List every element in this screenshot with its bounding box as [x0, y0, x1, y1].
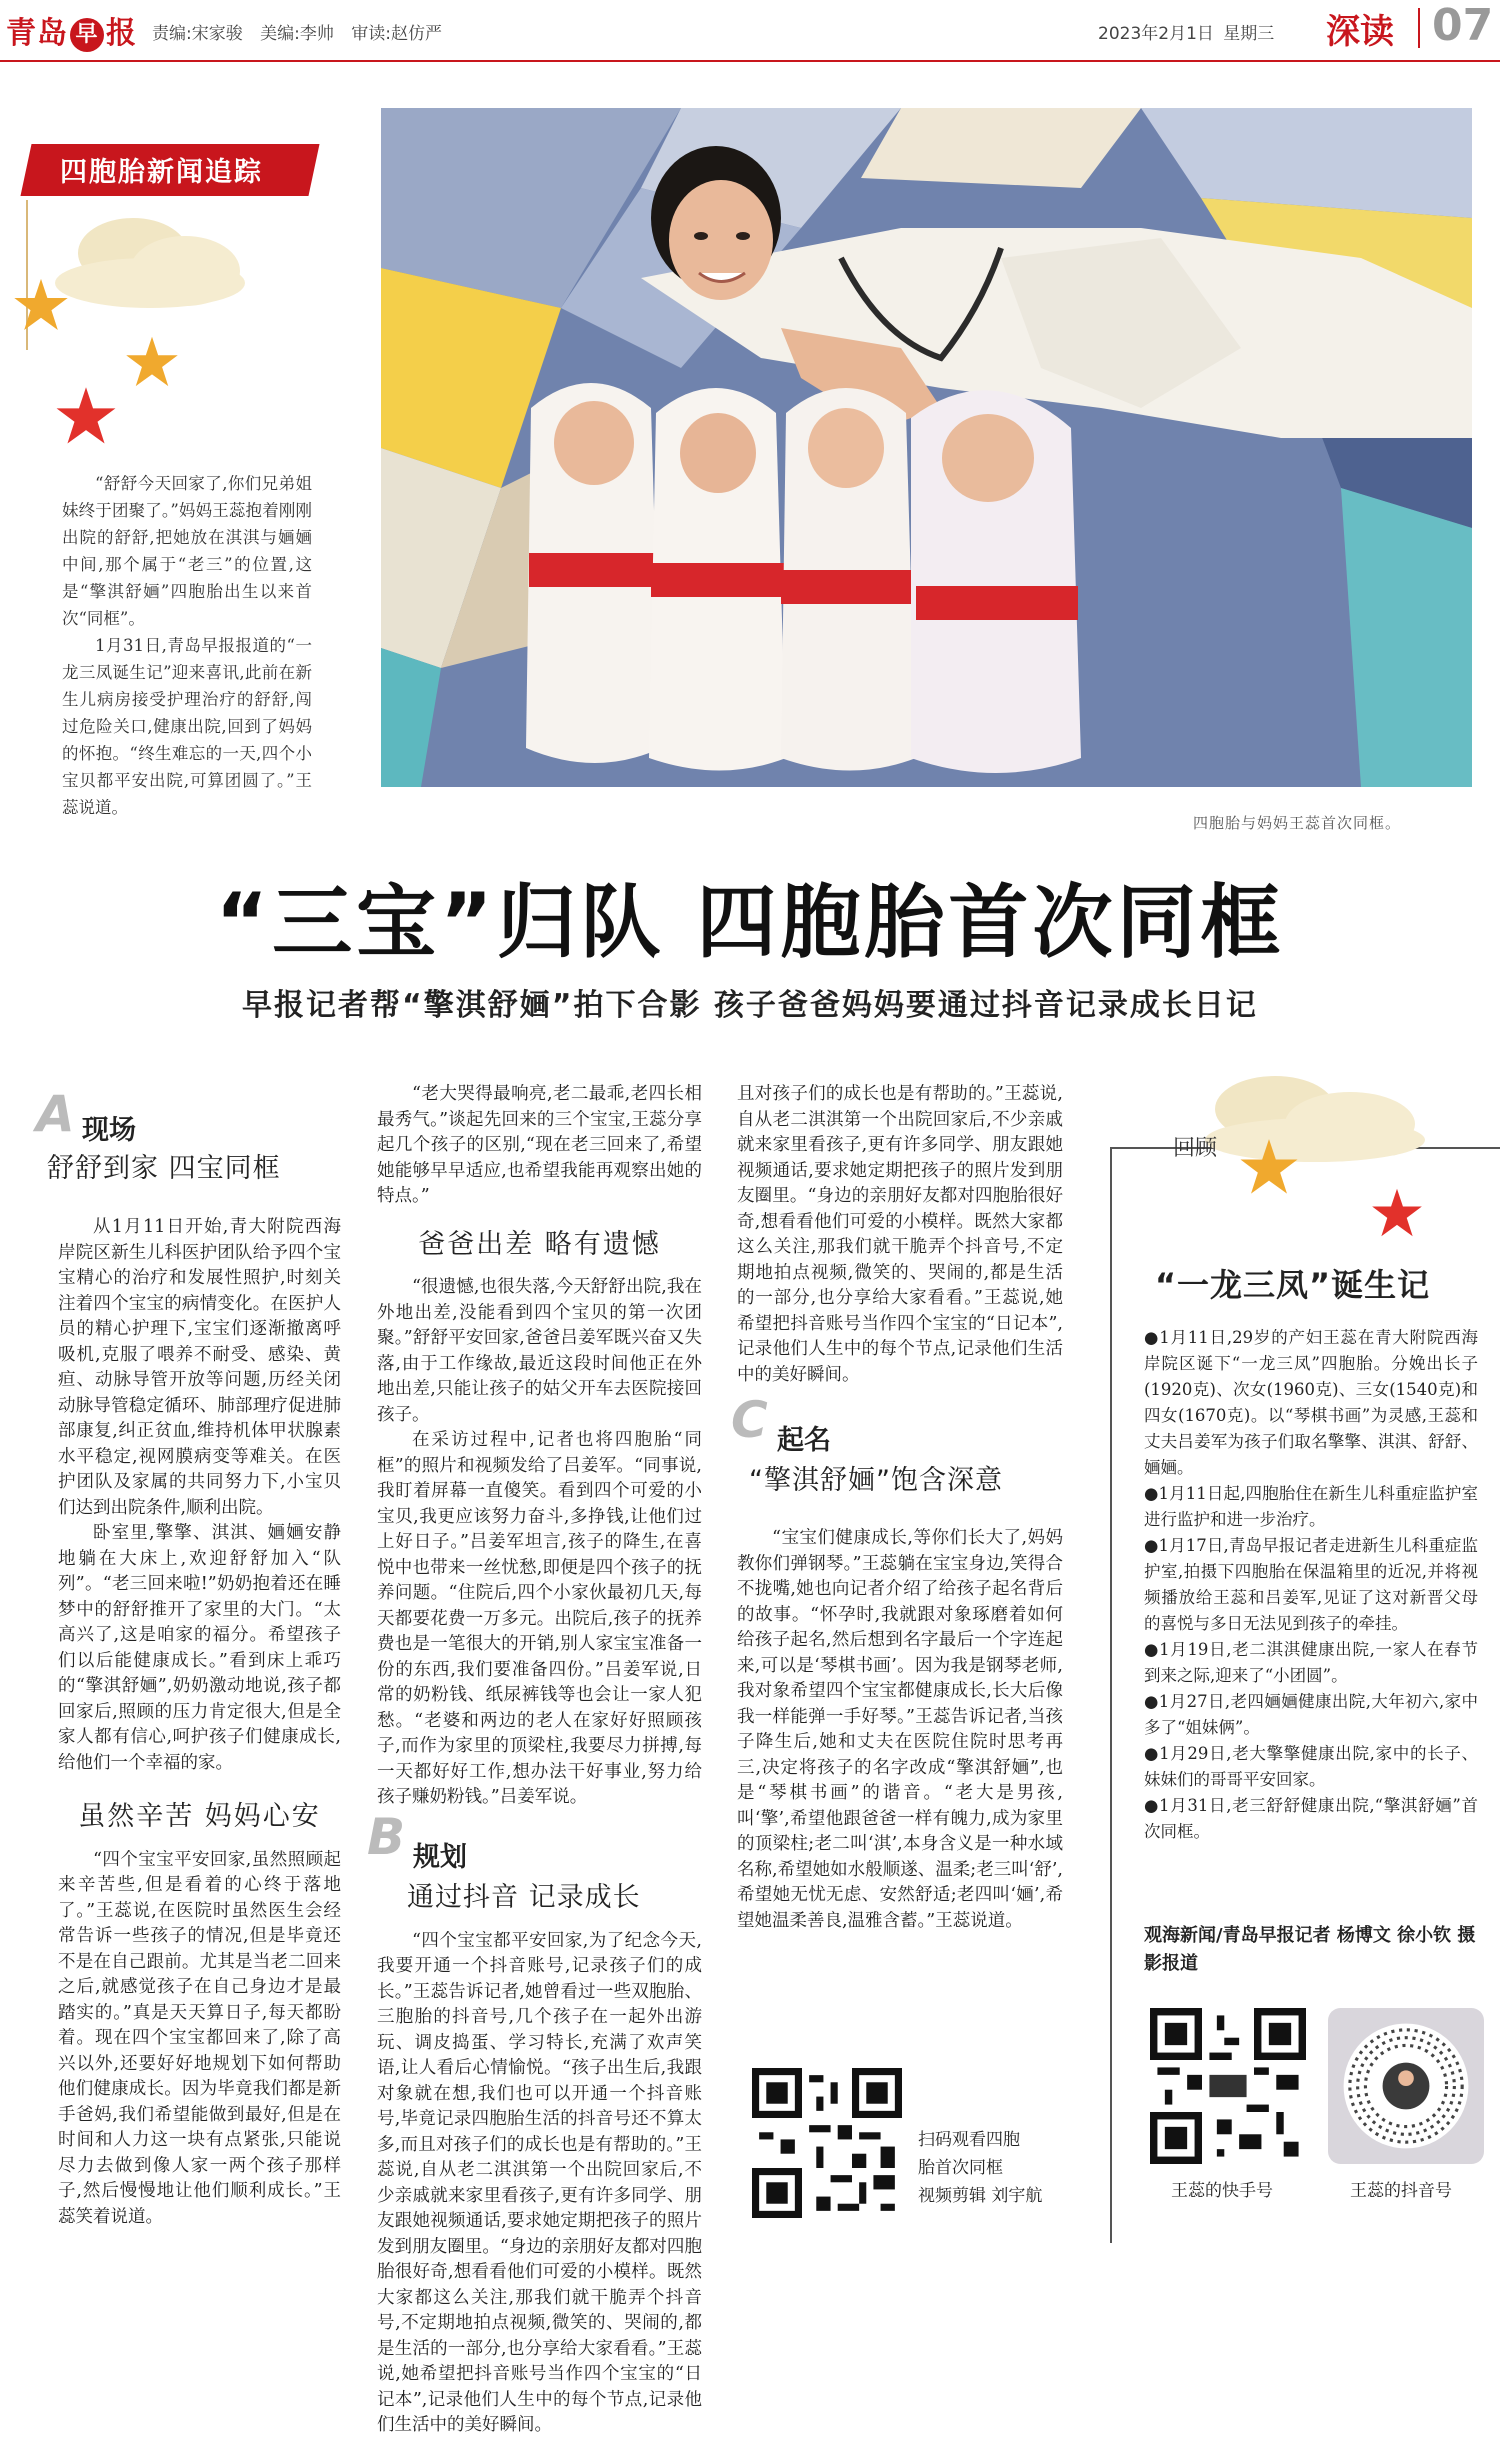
star-icon — [1370, 1186, 1424, 1240]
section-subtitle: 舒舒到家 四宝同框 — [47, 1153, 281, 1184]
section-letter: B — [367, 1807, 406, 1866]
douyin-qr-code-icon — [1328, 2008, 1484, 2164]
cloud-decoration — [55, 258, 245, 308]
timeline-item: ●1月29日,老大擎擎健康出院,家中的长子、妹妹们的哥哥平安回家。 — [1144, 1744, 1478, 1789]
star-icon — [1238, 1136, 1300, 1198]
section-title: 现场 — [82, 1115, 136, 1146]
timeline-item: ●1月11日,29岁的产妇王蕊在青大附院西海岸院区诞下“一龙三凤”四胞胎。分娩出长子(1920克)、次女(1960克)、三女(1540克)和四女(1670克)。以“琴棋书画”为灵感,王蕊和丈夫吕姜军为孩子们取名擎擎、淇淇、舒舒、婳婳。 — [1144, 1328, 1478, 1477]
quadruplets-photo — [381, 108, 1472, 787]
paragraph: 卧室里,擎擎、淇淇、婳婳安静地躺在大床上,欢迎舒舒加入“队列”。“老三回来啦!”奶奶抱着还在睡梦中的舒舒推开了家里的大门。“太高兴了,这是咱家的福分。希望孩子们以后能健康成长。”看到床上乖巧的“擎淇舒婳”,奶奶激动地说,孩子都回家后,照顾的压力肯定很大,但是全家人都有信心,呵护孩子们健康成长,给他们一个幸福的家。 — [58, 1523, 341, 1773]
paragraph: “宝宝们健康成长,等你们长大了,妈妈教你们弹钢琴。”王蕊躺在宝宝身边,笑得合不拢嘴,她也向记者介绍了给孩子起名背后的故事。“怀孕时,我就跟对象琢磨着如何给孩子起名,然后想到名字最后一个字连起来,可以是‘琴棋书画’。因为我是钢琴老师,我对象希望四个宝宝都健康成长,长大后像我一样能弹一手好琴。”王蕊告诉记者,当孩子降生后,她和丈夫在医院住院时思考再三,决定将孩子的名字改成“擎淇舒婳”,也是“琴棋书画”的谐音。“老大是男孩,叫‘擎’,希望他跟爸爸一样有魄力,成为家里的顶梁柱;老二叫‘淇’,本身含义是一种水域名称,希望她如水般顺遂、温柔;老三叫‘舒’,希望她无忧无虑、安然舒适;老四叫‘婳’,希望她温柔善良,温雅含蓄。”王蕊说道。 — [737, 1528, 1063, 1931]
masthead-divider — [1418, 8, 1420, 48]
column-tag: 四胞胎新闻追踪 — [60, 157, 263, 188]
intro-paragraph: “舒舒今天回家了,你们兄弟姐妹终于团聚了。”妈妈王蕊抱着刚刚出院的舒舒,把她放在淇淇与婳婳中间,那个属于“老三”的位置,这是“擎淇舒婳”四胞胎出生以来首次“同框”。 — [62, 474, 312, 628]
section-title: 规划 — [413, 1841, 467, 1873]
timeline-item: ●1月17日,青岛早报记者走进新生儿科重症监护室,拍摄下四胞胎在保温箱里的近况,并将视频播放给王蕊和吕姜军,见证了这对新晋父母的喜悦与多日无法见到孩子的牵挂。 — [1144, 1536, 1478, 1633]
intro-paragraph: 1月31日,青岛早报报道的“一龙三凤诞生记”迎来喜讯,此前在新生儿病房接受护理治疗的舒舒,闯过危险关口,健康出院,回到了妈妈的怀抱。“终生难忘的一天,四个小宝贝都平安出院,可算团圆了。”王蕊说道。 — [62, 636, 312, 817]
paragraph: 且对孩子们的成长也是有帮助的。”王蕊说,自从老二淇淇第一个出院回家后,不少亲戚就来家里看孩子,更有许多同学、朋友跟她视频通话,要求她定期把孩子的照片发到朋友圈里。“身边的亲朋好友都对四胞胎很好奇,想看看他们可爱的小模样。既然大家都这么关注,那我们就干脆弄个抖音号,不定期地拍点视频,微笑的、哭闹的,都是生活的一部分,也分享给大家看看。”王蕊说,她希望把抖音账号当作四个宝宝的“日记本”,记录他们人生中的每个节点,记录他们生活中的美好瞬间。 — [737, 1084, 1063, 1385]
byline: 观海新闻/青岛早报记者 杨博文 徐小钦 摄影报道 — [1144, 1925, 1476, 1974]
baby-bundle — [781, 388, 916, 771]
star-icon — [12, 276, 70, 334]
section-letter: C — [731, 1391, 768, 1449]
section-subtitle: 通过抖音 记录成长 — [407, 1881, 641, 1913]
baby-bundle — [649, 388, 786, 771]
newspaper-logo: 青岛 早 报 — [6, 16, 137, 51]
section-c-heading — [731, 1391, 1063, 1512]
section-subtitle: “擎淇舒婳”饱含深意 — [749, 1465, 1003, 1496]
star-icon — [54, 384, 118, 448]
section-title: 起名 — [777, 1425, 831, 1456]
qr-label: 王蕊的抖音号 — [1350, 2181, 1452, 2201]
section-name: 深读 — [1326, 12, 1394, 52]
article-column-1 — [58, 1215, 341, 2230]
kuaishou-qr-code-icon — [1150, 2008, 1306, 2164]
article-column-3 — [731, 1082, 1063, 2042]
timeline-item: ●1月19日,老二淇淇健康出院,一家人在春节到来之际,迎来了“小团圆”。 — [1144, 1640, 1478, 1685]
baby-bundle — [526, 383, 661, 763]
paragraph: “四个宝宝都平安回家,为了纪念今天,我要开通一个抖音账号,记录孩子们的成长。”王蕊告诉记者,她曾看过一些双胞胎、三胞胎的抖音号,几个孩子在一起外出游玩、调皮捣蛋、学习特长,充满了欢声笑语,让人看后心情愉悦。“孩子出生后,我跟对象就在想,我们也可以开通一个抖音账号,毕竟记录四胞胎生活的抖音号还不算太多,而且对孩子们的成长也是有帮助的。”王蕊说,自从老二淇淇第一个出院回家后,不少亲戚就来家里看孩子,更有许多同学、朋友跟她视频通话,要求她定期把孩子的照片发到朋友圈里。“身边的亲朋好友都对四胞胎很好奇,想看看他们可爱的小模样。既然大家都这么关注,那我们就干脆弄个抖音号,不定期地拍点视频,微笑的、哭闹的,都是生活的一部分,也分享给大家看看。”王蕊说,她希望把抖音账号当作四个宝宝的“日记本”,记录他们人生中的每个节点,记录他们生活中的美好瞬间。 — [377, 1930, 702, 2435]
review-tag: 回顾 — [1173, 1136, 1218, 1161]
section-letter: A — [36, 1085, 75, 1143]
page-number: 07 — [1432, 0, 1494, 51]
review-title: “一龙三凤”诞生记 — [1155, 1266, 1431, 1304]
mid-subtitle: 爸爸出差 略有遗憾 — [418, 1228, 661, 1260]
mid-subtitle: 虽然辛苦 妈妈心安 — [78, 1801, 321, 1832]
paragraph: “很遗憾,也很失落,今天舒舒出院,我在外地出差,没能看到四个宝贝的第一次团聚。”舒舒平安回家,爸爸吕姜军既兴奋又失落,由于工作缘故,最近这段时间他正在外地出差,只能让孩子的姑父开车去医院接回孩子。 — [377, 1277, 702, 1425]
timeline-item: ●1月11日起,四胞胎住在新生儿科重症监护室进行监护和进一步治疗。 — [1144, 1484, 1478, 1529]
intro-text — [62, 470, 312, 821]
star-icon — [124, 334, 180, 390]
qr-note — [918, 2126, 1078, 2210]
article-column-2 — [367, 1082, 702, 2435]
issue-date: 2023年2月1日 星期三 — [1098, 24, 1275, 44]
editor-credits: 责编:宋家骏 美编:李帅 审读:赵仿严 — [152, 24, 442, 44]
timeline — [1144, 1325, 1478, 1845]
qr-code-icon — [752, 2068, 902, 2218]
subheadline: 早报记者帮“擎淇舒婳”拍下合影 孩子爸爸妈妈要通过抖音记录成长日记 — [242, 988, 1258, 1023]
masthead — [0, 0, 1500, 62]
headline: “三宝”归队 四胞胎首次同框 — [215, 876, 1285, 969]
paragraph: “老大哭得最响亮,老二最乖,老四长相最秀气。”谈起先回来的三个宝宝,王蕊分享起几个孩子的区别,“现在老三回来了,希望她能够早早适应,也希望我能再观察出她的特点。” — [377, 1084, 702, 1206]
timeline-item: ●1月27日,老四婳婳健康出院,大年初六,家中多了“姐妹俩”。 — [1144, 1692, 1478, 1737]
baby-bundle — [911, 390, 1081, 773]
paragraph: 在采访过程中,记者也将四胞胎“同框”的照片和视频发给了吕姜军。“同事说,我盯着屏幕一直傻笑。看到四个可爱的小宝贝,我更应该努力奋斗,多挣钱,让他们过上好日子。”吕姜军坦言,孩子的降生,在喜悦中也带来一丝忧愁,即便是四个孩子的抚养问题。“住院后,四个小家伙最初几天,每天都要花费一万多元。出院后,孩子的抚养费也是一笔很大的开销,别人家宝宝准备一份的东西,我们要准备四份。”吕姜军说,日常的奶粉钱、纸尿裤钱等也会让一家人犯愁。“老婆和两边的老人在家好好照顾孩子,而作为家里的顶梁柱,我要尽力拼搏,每一天都好好工作,想办法干好事业,努力给孩子赚奶粉钱。”吕姜军说。 — [377, 1430, 702, 1807]
qr-note-line: 扫码观看四胞 — [918, 2130, 1020, 2150]
paragraph: “四个宝宝平安回家,虽然照顾起来辛苦些,但是看着的心终于落地了。”王蕊说,在医院时虽然医生会经常告诉一些孩子的情况,但是毕竟还不是在自己跟前。尤其是当老二回来之后,就感觉孩子在自己身边才是最踏实的。”真是天天算日子,每天都盼着。现在四个宝宝都回来了,除了高兴以外,还要好好地规划下如何帮助他们健康成长。因为毕竟我们都是新手爸妈,我们希望能做到最好,但是在时间和人力这一块有点紧张,只能说尽力去做到像人家一两个孩子那样子,然后慢慢地让他们顺利成长。”王蕊笑着说道。 — [58, 1849, 341, 2227]
qr-note-line: 胎首次同框 — [918, 2158, 1003, 2178]
photo-caption: 四胞胎与妈妈王蕊首次同框。 — [1193, 814, 1402, 832]
paragraph: 从1月11日开始,青大附院西海岸院区新生儿科医护团队给予四个宝宝精心的治疗和发展性照护,时刻关注着四个宝宝的病情变化。在医护人员的精心护理下,宝宝们逐渐撤离呼吸机,克服了喂养不耐受、感染、黄疸、动脉导管开放等问题,历经关闭动脉导管稳定循环、肺部理疗促进肺部康复,纠正贫血,维持机体甲状腺素水平稳定,视网膜病变等难关。在医护团队及家属的共同努力下,小宝贝们达到出院条件,顺利出院。 — [58, 1217, 341, 1518]
timeline-item: ●1月31日,老三舒舒健康出院,“擎淇舒婳”首次同框。 — [1144, 1796, 1478, 1841]
section-b-heading — [367, 1807, 702, 1929]
qr-label: 王蕊的快手号 — [1171, 2181, 1273, 2201]
qr-note-line: 视频剪辑 刘宇航 — [918, 2186, 1043, 2206]
